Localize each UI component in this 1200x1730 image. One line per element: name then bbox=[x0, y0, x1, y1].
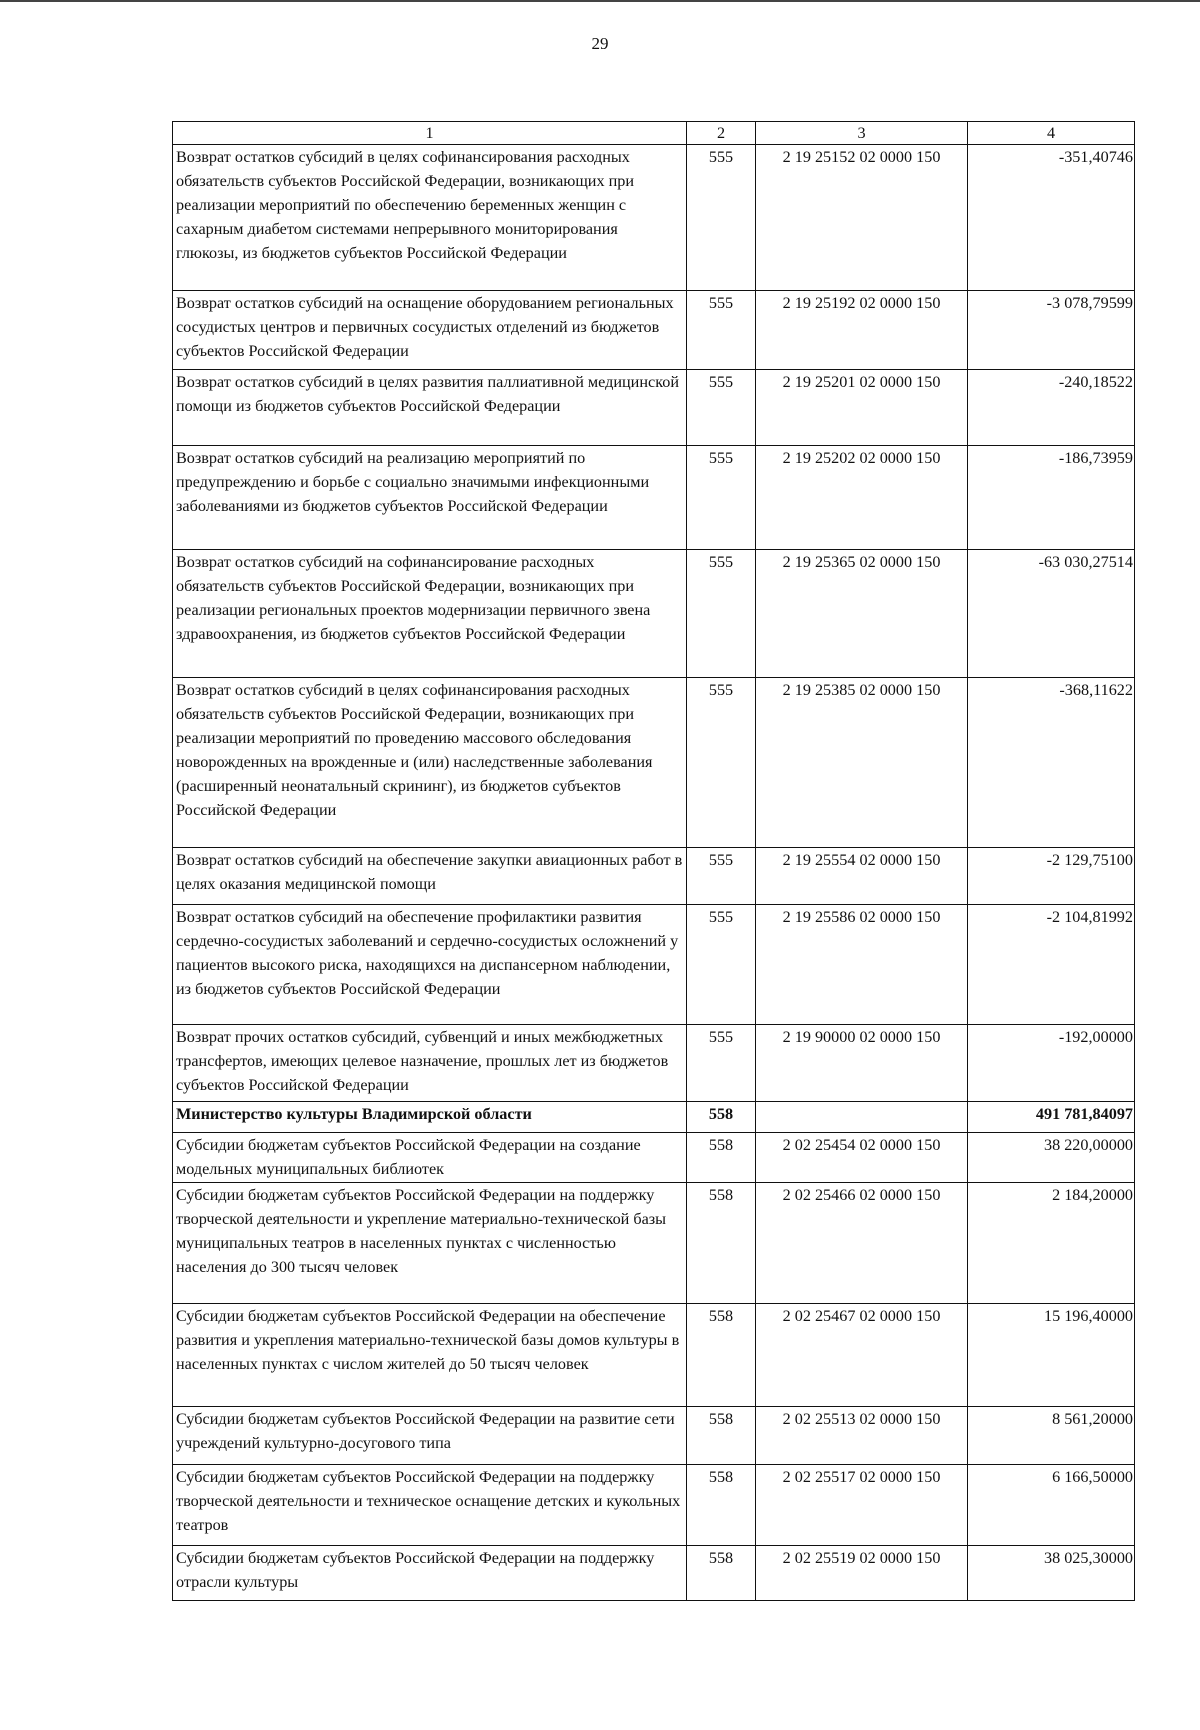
section-admin-code: 558 bbox=[687, 1102, 756, 1133]
column-header-1: 1 bbox=[173, 122, 687, 145]
row-amount: -351,40746 bbox=[968, 145, 1135, 291]
section-amount: 491 781,84097 bbox=[968, 1102, 1135, 1133]
row-name: Возврат остатков субсидий в целях софинансирования расходных обязательств субъектов Российской Федерации, возникающих при реализации мероприятий по обеспечению беременных женщин с сахарным диабетом системами непрерывного мониторирования глюкозы, из бюджетов субъектов Российской Федерации bbox=[173, 145, 687, 291]
row-name: Субсидии бюджетам субъектов Российской Федерации на создание модельных муниципальных библиотек bbox=[173, 1133, 687, 1183]
row-budget-code: 2 02 25454 02 0000 150 bbox=[756, 1133, 968, 1183]
row-budget-code: 2 02 25466 02 0000 150 bbox=[756, 1183, 968, 1304]
row-budget-code: 2 02 25467 02 0000 150 bbox=[756, 1304, 968, 1407]
page-number: 29 bbox=[591, 34, 609, 53]
section-row bbox=[173, 1102, 1135, 1133]
row-amount: 6 166,50000 bbox=[968, 1465, 1135, 1546]
column-header-3: 3 bbox=[756, 122, 968, 145]
row-budget-code: 2 19 90000 02 0000 150 bbox=[756, 1025, 968, 1102]
row-budget-code: 2 02 25519 02 0000 150 bbox=[756, 1546, 968, 1601]
row-budget-code: 2 19 25202 02 0000 150 bbox=[756, 446, 968, 550]
table-row bbox=[173, 848, 1135, 905]
row-admin-code: 555 bbox=[687, 370, 756, 446]
row-admin-code: 555 bbox=[687, 446, 756, 550]
row-name: Субсидии бюджетам субъектов Российской Федерации на обеспечение развития и укрепления материально-технической базы домов культуры в населенных пунктах с числом жителей до 50 тысяч человек bbox=[173, 1304, 687, 1407]
row-name: Возврат остатков субсидий на обеспечение профилактики развития сердечно-сосудистых заболеваний и сердечно-сосудистых осложнений у пациентов высокого риска, находящихся на диспансерном наблюдении, из бюджетов субъектов Российской Федерации bbox=[173, 905, 687, 1025]
row-admin-code: 555 bbox=[687, 1025, 756, 1102]
row-name: Возврат остатков субсидий на обеспечение закупки авиационных работ в целях оказания медицинской помощи bbox=[173, 848, 687, 905]
table-row bbox=[173, 1465, 1135, 1546]
row-budget-code: 2 19 25201 02 0000 150 bbox=[756, 370, 968, 446]
row-name: Возврат прочих остатков субсидий, субвенций и иных межбюджетных трансфертов, имеющих целевое назначение, прошлых лет из бюджетов субъектов Российской Федерации bbox=[173, 1025, 687, 1102]
row-admin-code: 558 bbox=[687, 1183, 756, 1304]
table-row bbox=[173, 550, 1135, 678]
row-admin-code: 555 bbox=[687, 291, 756, 370]
row-amount: 8 561,20000 bbox=[968, 1407, 1135, 1465]
table-row bbox=[173, 1546, 1135, 1601]
row-budget-code: 2 19 25365 02 0000 150 bbox=[756, 550, 968, 678]
row-admin-code: 555 bbox=[687, 550, 756, 678]
row-amount: -240,18522 bbox=[968, 370, 1135, 446]
row-name: Возврат остатков субсидий в целях развития паллиативной медицинской помощи из бюджетов субъектов Российской Федерации bbox=[173, 370, 687, 446]
row-admin-code: 555 bbox=[687, 905, 756, 1025]
row-amount: -186,73959 bbox=[968, 446, 1135, 550]
row-amount: 15 196,40000 bbox=[968, 1304, 1135, 1407]
row-admin-code: 558 bbox=[687, 1546, 756, 1601]
row-admin-code: 555 bbox=[687, 848, 756, 905]
section-budget-code bbox=[756, 1102, 968, 1133]
table-row bbox=[173, 446, 1135, 550]
row-name: Субсидии бюджетам субъектов Российской Федерации на поддержку отрасли культуры bbox=[173, 1546, 687, 1601]
table-row bbox=[173, 1304, 1135, 1407]
row-budget-code: 2 19 25152 02 0000 150 bbox=[756, 145, 968, 291]
row-budget-code: 2 02 25513 02 0000 150 bbox=[756, 1407, 968, 1465]
row-amount: 38 220,00000 bbox=[968, 1133, 1135, 1183]
section-name: Министерство культуры Владимирской области bbox=[173, 1102, 687, 1133]
row-budget-code: 2 19 25192 02 0000 150 bbox=[756, 291, 968, 370]
row-name: Возврат остатков субсидий на софинансирование расходных обязательств субъектов Российской Федерации, возникающих при реализации региональных проектов модернизации первичного звена здравоохранения, из бюджетов субъектов Российской Федерации bbox=[173, 550, 687, 678]
table-row bbox=[173, 1133, 1135, 1183]
row-name: Субсидии бюджетам субъектов Российской Федерации на поддержку творческой деятельности и техническое оснащение детских и кукольных театров bbox=[173, 1465, 687, 1546]
row-amount: -2 129,75100 bbox=[968, 848, 1135, 905]
row-admin-code: 558 bbox=[687, 1304, 756, 1407]
table-row bbox=[173, 1407, 1135, 1465]
row-admin-code: 558 bbox=[687, 1465, 756, 1546]
row-amount: -2 104,81992 bbox=[968, 905, 1135, 1025]
row-admin-code: 555 bbox=[687, 678, 756, 848]
row-amount: 38 025,30000 bbox=[968, 1546, 1135, 1601]
row-budget-code: 2 02 25517 02 0000 150 bbox=[756, 1465, 968, 1546]
table-row bbox=[173, 291, 1135, 370]
column-header-4: 4 bbox=[968, 122, 1135, 145]
header-row bbox=[173, 122, 1135, 145]
row-budget-code: 2 19 25385 02 0000 150 bbox=[756, 678, 968, 848]
row-amount: -3 078,79599 bbox=[968, 291, 1135, 370]
table-row bbox=[173, 370, 1135, 446]
table-row bbox=[173, 905, 1135, 1025]
budget-table bbox=[172, 121, 1135, 1601]
row-admin-code: 558 bbox=[687, 1133, 756, 1183]
row-amount: 2 184,20000 bbox=[968, 1183, 1135, 1304]
table-row bbox=[173, 1025, 1135, 1102]
row-amount: -368,11622 bbox=[968, 678, 1135, 848]
row-budget-code: 2 19 25586 02 0000 150 bbox=[756, 905, 968, 1025]
row-admin-code: 555 bbox=[687, 145, 756, 291]
table-row bbox=[173, 1183, 1135, 1304]
row-amount: -63 030,27514 bbox=[968, 550, 1135, 678]
row-name: Субсидии бюджетам субъектов Российской Федерации на развитие сети учреждений культурно-досугового типа bbox=[173, 1407, 687, 1465]
row-name: Субсидии бюджетам субъектов Российской Федерации на поддержку творческой деятельности и укрепление материально-технической базы муниципальных театров в населенных пунктах с численностью населения до 300 тысяч человек bbox=[173, 1183, 687, 1304]
table-row bbox=[173, 145, 1135, 291]
row-name: Возврат остатков субсидий в целях софинансирования расходных обязательств субъектов Российской Федерации, возникающих при реализации мероприятий по проведению массового обследования новорожденных на врожденные и (или) наследственные заболевания (расширенный неонатальный скрининг), из бюджетов субъектов Российской Федерации bbox=[173, 678, 687, 848]
row-budget-code: 2 19 25554 02 0000 150 bbox=[756, 848, 968, 905]
table-row bbox=[173, 678, 1135, 848]
row-amount: -192,00000 bbox=[968, 1025, 1135, 1102]
column-header-2: 2 bbox=[687, 122, 756, 145]
row-name: Возврат остатков субсидий на реализацию мероприятий по предупреждению и борьбе с социально значимыми инфекционными заболеваниями из бюджетов субъектов Российской Федерации bbox=[173, 446, 687, 550]
top-rule bbox=[0, 0, 1200, 2]
row-name: Возврат остатков субсидий на оснащение оборудованием региональных сосудистых центров и первичных сосудистых отделений из бюджетов субъектов Российской Федерации bbox=[173, 291, 687, 370]
row-admin-code: 558 bbox=[687, 1407, 756, 1465]
